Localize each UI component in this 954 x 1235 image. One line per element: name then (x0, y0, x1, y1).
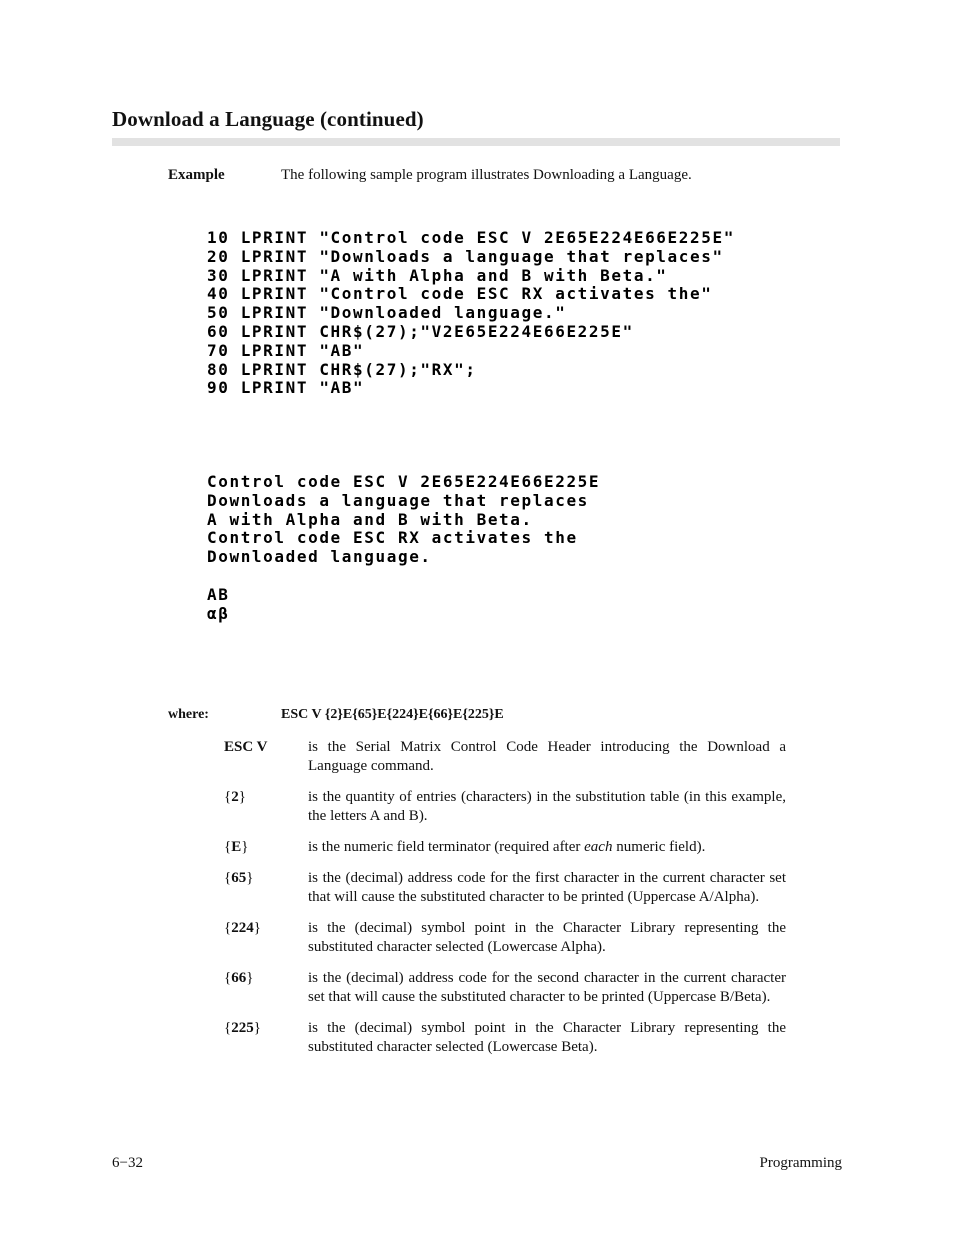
command-syntax: ESC V {2}E{65}E{224}E{66}E{225}E (281, 707, 504, 722)
output-line: Control code ESC V 2E65E224E66E225E (207, 472, 601, 491)
definition-term: {66} (224, 970, 254, 986)
page-heading: Download a Language (continued) (112, 107, 424, 131)
definition-term: ESC V (224, 739, 268, 755)
definition-description: is the Serial Matrix Control Code Header introducing the Download a Language command. (308, 739, 786, 774)
definition-description: is the (decimal) symbol point in the Character Library representing the substituted character selected (Lowercase Alpha). (308, 920, 786, 955)
where-label: where: (168, 707, 209, 722)
definition-term: {225} (224, 1020, 261, 1036)
footer-section-name: Programming (759, 1155, 842, 1171)
definition-item (224, 869, 786, 907)
definition-description: is the quantity of entries (characters) in the substitution table (in this example, the letters A and B). (308, 789, 786, 824)
program-listing (207, 229, 735, 398)
example-description: The following sample program illustrates Downloading a Language. (281, 167, 692, 183)
page-number: 6−32 (112, 1155, 143, 1171)
heading-rule (112, 138, 840, 146)
program-line: 50 LPRINT "Downloaded language." (207, 303, 567, 323)
definition-item (224, 838, 786, 857)
definition-description: is the numeric field terminator (required after each numeric field). (308, 839, 706, 855)
program-line: 70 LPRINT "AB" (207, 340, 365, 360)
definition-description: is the (decimal) address code for the first character in the current character set that will cause the substituted character to be printed (Uppercase A/Alpha). (308, 870, 786, 905)
definition-item (224, 738, 786, 776)
output-line: A with Alpha and B with Beta. (207, 509, 533, 529)
output-line: Downloads a language that replaces (207, 490, 589, 510)
program-line: 20 LPRINT "Downloads a language that replaces" (207, 246, 724, 266)
printed-output (207, 473, 600, 567)
definition-term: {65} (224, 870, 254, 886)
definition-item (224, 969, 786, 1007)
example-label: Example (168, 167, 225, 183)
definition-term: {224} (224, 920, 261, 936)
program-line: 40 LPRINT "Control code ESC RX activates the" (207, 284, 713, 304)
output-line: Control code ESC RX activates the (207, 528, 578, 548)
definition-term: {2} (224, 789, 246, 805)
program-line: 80 LPRINT CHR$(27);"RX"; (207, 359, 477, 379)
definition-description: is the (decimal) symbol point in the Character Library representing the substituted character selected (Lowercase Beta). (308, 1020, 786, 1055)
output-line: Downloaded language. (207, 547, 432, 567)
definition-list (224, 738, 786, 1069)
program-line: 30 LPRINT "A with Alpha and B with Beta." (207, 265, 668, 285)
definition-item (224, 919, 786, 957)
definition-description: is the (decimal) address code for the second character in the current character set that will cause the substituted character to be printed (Uppercase B/Beta). (308, 970, 786, 1005)
program-line: 60 LPRINT CHR$(27);"V2E65E224E66E225E" (207, 321, 634, 341)
definition-item (224, 1019, 786, 1057)
result-line: AB (207, 585, 230, 604)
definition-term: {E} (224, 839, 249, 855)
printed-result (207, 586, 229, 624)
result-line: αβ (207, 603, 230, 623)
program-line: 10 LPRINT "Control code ESC V 2E65E224E66E225E" (207, 228, 735, 247)
definition-item (224, 788, 786, 826)
program-line: 90 LPRINT "AB" (207, 378, 365, 398)
